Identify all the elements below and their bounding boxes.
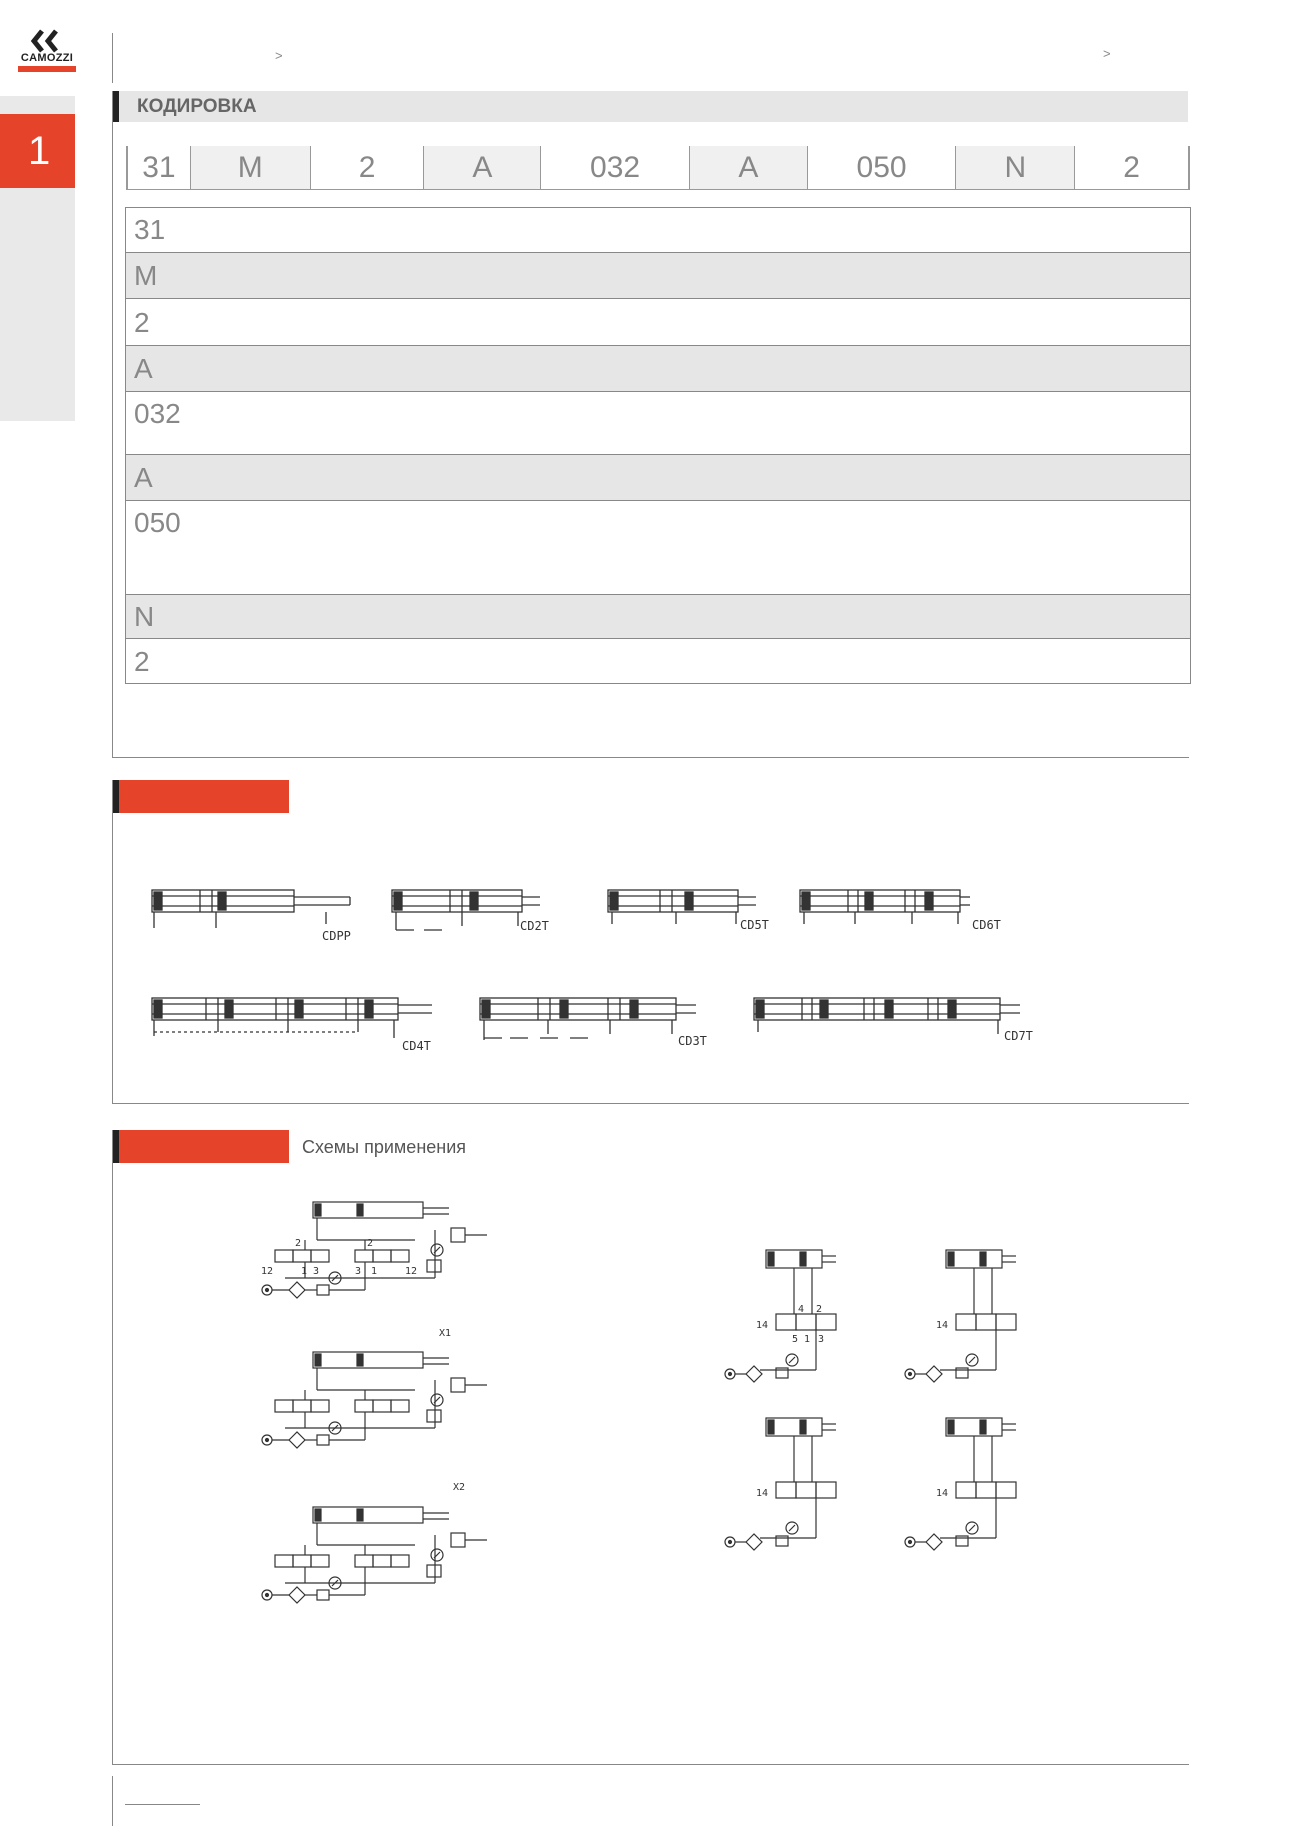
breadcrumb-sep-left: >	[275, 48, 283, 63]
code-cell: 2	[310, 146, 424, 189]
section3-bottom-line	[112, 1764, 1189, 1765]
desc-row: M	[126, 252, 1190, 298]
frame-top-line	[112, 33, 113, 83]
chapter-tab[interactable]: 1	[0, 114, 75, 188]
coding-header-mark	[113, 91, 119, 122]
port-label: 4	[798, 1304, 805, 1315]
code-cell: M	[190, 146, 310, 189]
footer-short-line	[125, 1804, 200, 1805]
port-label: 3	[355, 1266, 362, 1277]
breadcrumb-sep-right: >	[1103, 46, 1111, 61]
port-label: 1	[371, 1266, 378, 1277]
code-cell: A	[423, 146, 540, 189]
coding-header	[113, 91, 1188, 122]
brand-name: CAMOZZI	[20, 52, 74, 64]
diagram-label: CD6T	[972, 918, 1001, 932]
coding-description-table	[125, 207, 1191, 684]
diagram-label: CD5T	[740, 918, 769, 932]
port-label: 3	[818, 1334, 825, 1345]
cylinder-configurations-diagram	[140, 880, 1060, 1070]
code-cell: 032	[540, 146, 689, 189]
code-cell: A	[689, 146, 807, 189]
camozzi-logo-icon	[30, 28, 70, 54]
port-label: 1	[804, 1334, 811, 1345]
code-cell: 2	[1074, 146, 1189, 189]
port-label: 14	[756, 1320, 769, 1331]
footer-left-line	[112, 1776, 113, 1826]
section2-left-line	[112, 780, 113, 1103]
port-label: 2	[295, 1238, 302, 1249]
section2-bottom-line	[112, 1103, 1189, 1104]
diagram-label: CDPP	[322, 929, 351, 943]
application-scheme-right	[720, 1240, 1120, 1580]
diagram-label: CD7T	[1004, 1029, 1033, 1043]
section3-left-line	[112, 1130, 113, 1764]
desc-row: 050	[126, 500, 1190, 594]
code-cell: N	[955, 146, 1074, 189]
configurations-header	[113, 780, 289, 813]
desc-row: 2	[126, 638, 1190, 683]
section1-bottom-line	[112, 757, 1189, 758]
section1-left-line	[112, 91, 113, 757]
port-label: 14	[936, 1488, 949, 1499]
diagram-label: CD3T	[678, 1034, 707, 1048]
port-label: 3	[313, 1266, 320, 1277]
brand-bar	[18, 66, 76, 72]
port-label: 12	[261, 1266, 274, 1277]
port-label: 5	[792, 1334, 799, 1345]
port-label: 2	[816, 1304, 823, 1315]
diagram-label: CD4T	[402, 1039, 431, 1053]
port-label: 12	[405, 1266, 418, 1277]
diagram-label: CD2T	[520, 919, 549, 933]
configurations-header-mark	[113, 780, 119, 813]
stroke-label: X2	[453, 1482, 466, 1493]
desc-row: 032	[126, 391, 1190, 454]
port-label: 14	[936, 1320, 949, 1331]
port-label: 14	[756, 1488, 769, 1499]
desc-row: 31	[134, 214, 166, 245]
applications-header-mark	[113, 1130, 119, 1163]
desc-row: N	[126, 594, 1190, 638]
stroke-label: X1	[439, 1328, 452, 1339]
applications-header	[113, 1130, 289, 1163]
applications-title: Схемы применения	[302, 1137, 467, 1157]
desc-row: 2	[126, 298, 1190, 345]
code-cell: 050	[807, 146, 956, 189]
code-cell: 31	[127, 146, 190, 189]
port-label: 2	[367, 1238, 374, 1249]
application-scheme-left	[255, 1190, 545, 1650]
desc-row: A	[126, 345, 1190, 391]
coding-title: КОДИРОВКА	[137, 96, 257, 117]
desc-row: A	[126, 454, 1190, 500]
port-label: 1	[301, 1266, 308, 1277]
code-row	[126, 146, 1190, 190]
